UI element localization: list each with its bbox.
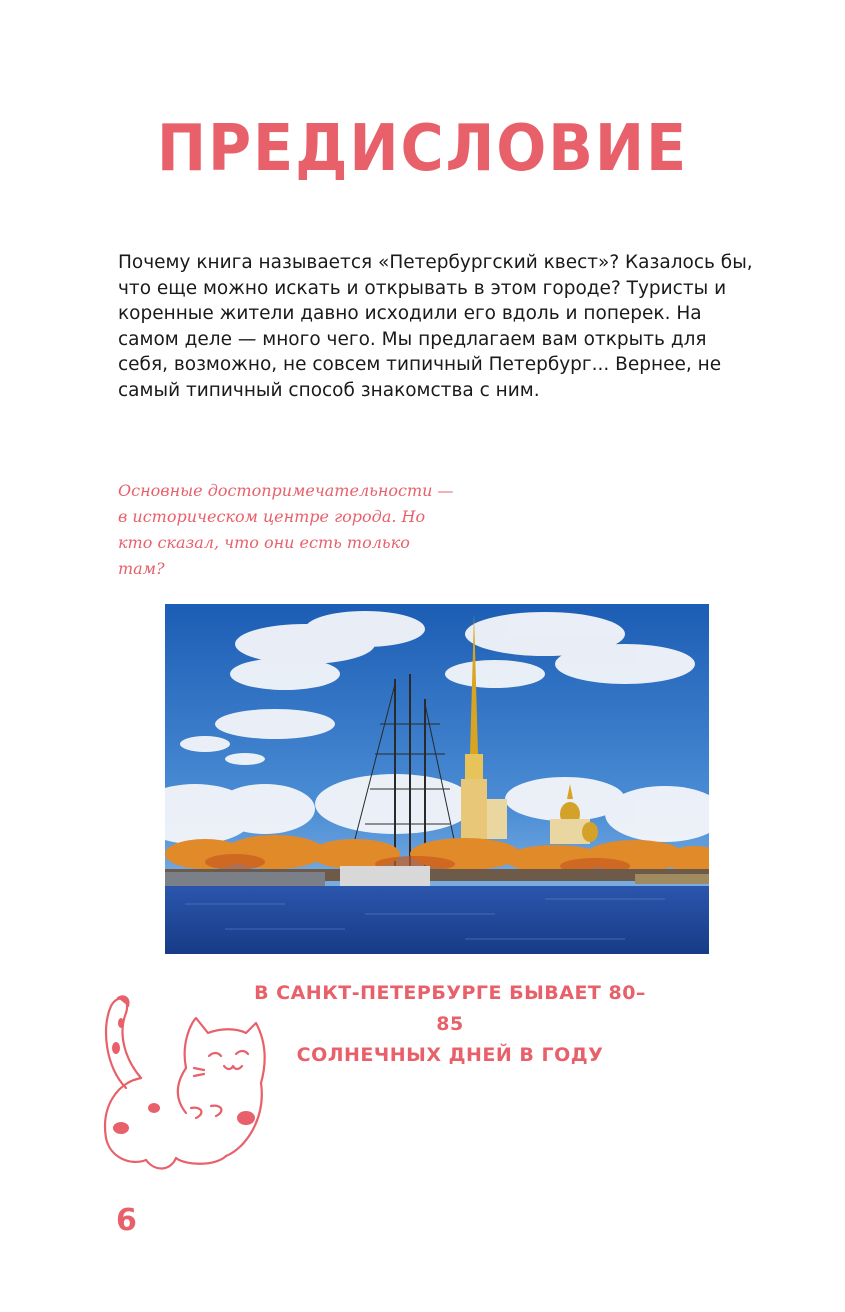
city-photo <box>165 604 709 954</box>
caption-line-1: В САНКТ-ПЕТЕРБУРГЕ БЫВАЕТ 80–85 <box>254 982 646 1035</box>
page-title: ПРЕДИСЛОВИЕ <box>156 112 689 186</box>
caption-line-2: СОЛНЕЧНЫХ ДНЕЙ В ГОДУ <box>296 1044 604 1066</box>
cat-illustration-icon <box>96 988 276 1178</box>
side-note: Основные достопримечательности — в историческом центре города. Но кто сказал, что они есть только там? <box>118 481 454 578</box>
page-number: 6 <box>116 1203 137 1238</box>
intro-paragraph: Почему книга называется «Петербургский квест»? Казалось бы, что еще можно искать и открывать в этом городе? Туристы и коренные жители давно исходили его вдоль и поперек. На самом деле — много чего. Мы предлагаем вам открыть для себя, возможно, не совсем типичный Петербург... Вернее, не самый типичный способ знакомства с ним. <box>118 252 753 401</box>
photo-caption <box>250 978 650 1071</box>
